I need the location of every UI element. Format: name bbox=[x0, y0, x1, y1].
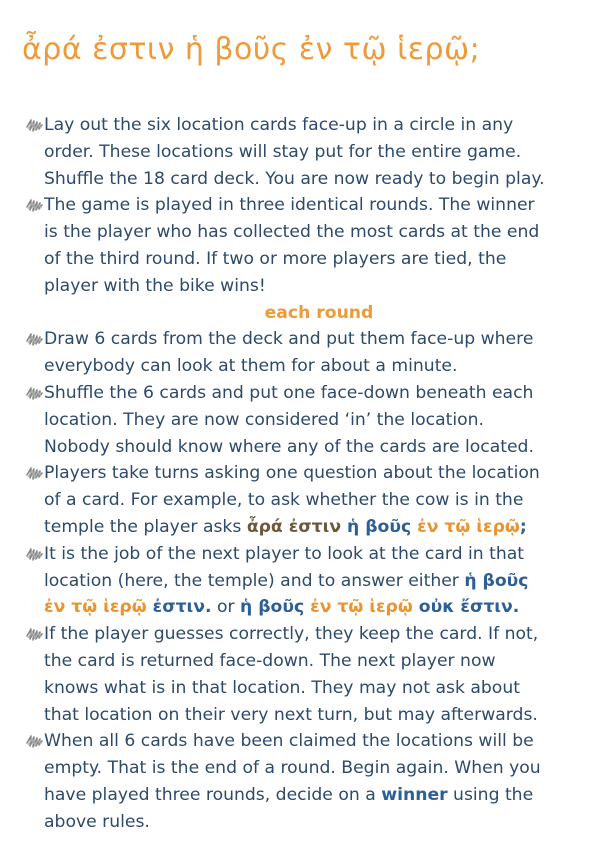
rule-line: of the third round. If two or more players are tied, the bbox=[44, 248, 507, 269]
rule-line: When all 6 cards have been claimed the locations will be bbox=[44, 731, 534, 752]
scribble-bullet-icon bbox=[26, 332, 44, 346]
rule-line: location. They are now considered ‘in’ the location. bbox=[44, 409, 485, 430]
rule-line: is the player who has collected the most cards at the end bbox=[44, 222, 540, 243]
rule-item-guess bbox=[26, 621, 572, 728]
rule-line: empty. That is the end of a round. Begin again. When you bbox=[44, 758, 541, 779]
scribble-bullet-icon bbox=[26, 198, 44, 212]
rule-item-draw bbox=[26, 326, 572, 380]
greek-subject: ἡ βοῦς bbox=[347, 516, 418, 537]
rule-text: temple the player asks bbox=[44, 516, 247, 537]
rule-line: The game is played in three identical rounds. The winner bbox=[44, 195, 535, 216]
rule-line: above rules. bbox=[44, 811, 150, 832]
rules-list bbox=[26, 112, 572, 836]
rule-line: It is the job of the next player to look at the card in that bbox=[44, 543, 525, 564]
rule-text: location (here, the temple) and to answer either bbox=[44, 570, 465, 591]
rule-line: Lay out the six location cards face-up in a circle in any bbox=[44, 115, 514, 135]
rule-item-answer bbox=[26, 541, 572, 621]
greek-subject: ἡ βοῦς bbox=[240, 597, 311, 618]
rule-line: of a card. For example, to ask whether the cow is in the bbox=[44, 490, 524, 511]
rule-line: Draw 6 cards from the deck and put them face-up where bbox=[44, 329, 534, 350]
rule-line: the card is returned face-down. The next player now bbox=[44, 650, 496, 671]
greek-verb: οὐκ ἔστιν. bbox=[412, 597, 520, 618]
rule-line: Shuffle the 6 cards and put one face-down beneath each bbox=[44, 382, 534, 403]
rule-line-answers bbox=[44, 594, 572, 621]
rule-line: If the player guesses correctly, they keep the card. If not, bbox=[44, 624, 539, 645]
greek-question-mark: ; bbox=[519, 516, 527, 537]
rule-line: order. These locations will stay put for the entire game. bbox=[44, 141, 522, 162]
rule-line-winner bbox=[44, 782, 572, 809]
scribble-bullet-icon bbox=[26, 734, 44, 748]
section-heading-each-round: each round bbox=[264, 302, 374, 323]
rule-item-shuffle bbox=[26, 380, 572, 460]
rule-line: Shuffle the 18 card deck. You are now ready to begin play. bbox=[44, 168, 545, 189]
scribble-bullet-icon bbox=[26, 547, 44, 561]
rule-line: Nobody should know where any of the cards are located. bbox=[44, 436, 534, 457]
winner-emphasis: winner bbox=[381, 784, 448, 805]
rule-line: everybody can look at them for about a minute. bbox=[44, 356, 458, 377]
greek-question-part: ἆρά ἐστιν bbox=[246, 516, 348, 537]
greek-location: ἐν τῷ ἱερῷ bbox=[310, 597, 413, 618]
rule-line-answer-intro bbox=[44, 568, 572, 595]
greek-verb: ἐστιν. bbox=[146, 597, 212, 618]
scribble-bullet-icon bbox=[26, 118, 44, 132]
rule-text: or bbox=[211, 597, 241, 618]
rule-line-question bbox=[44, 514, 572, 541]
rule-item-ask bbox=[26, 460, 572, 540]
scribble-bullet-icon bbox=[26, 386, 44, 400]
rule-item-rounds bbox=[26, 192, 572, 299]
rule-item-setup bbox=[26, 112, 572, 192]
scribble-bullet-icon bbox=[26, 627, 44, 641]
rule-line: that location on their very next turn, but may afterwards. bbox=[44, 704, 538, 725]
rule-line: player with the bike wins! bbox=[44, 275, 266, 296]
greek-location: ἐν τῷ ἱερῷ bbox=[417, 516, 520, 537]
rule-line: knows what is in that location. They may not ask about bbox=[44, 677, 520, 698]
scribble-bullet-icon bbox=[26, 466, 44, 480]
rule-line: Players take turns asking one question about the location bbox=[44, 463, 540, 484]
greek-subject: ἡ βοῦς bbox=[464, 570, 529, 591]
rule-text: using the bbox=[447, 784, 534, 805]
rule-item-end bbox=[26, 728, 572, 835]
page-title: ἆρά ἐστιν ἡ βοῦς ἐν τῷ ἱερῷ; bbox=[22, 32, 481, 67]
rule-text: have played three rounds, decide on a bbox=[44, 784, 382, 805]
greek-location: ἐν τῷ ἱερῷ bbox=[44, 597, 147, 618]
